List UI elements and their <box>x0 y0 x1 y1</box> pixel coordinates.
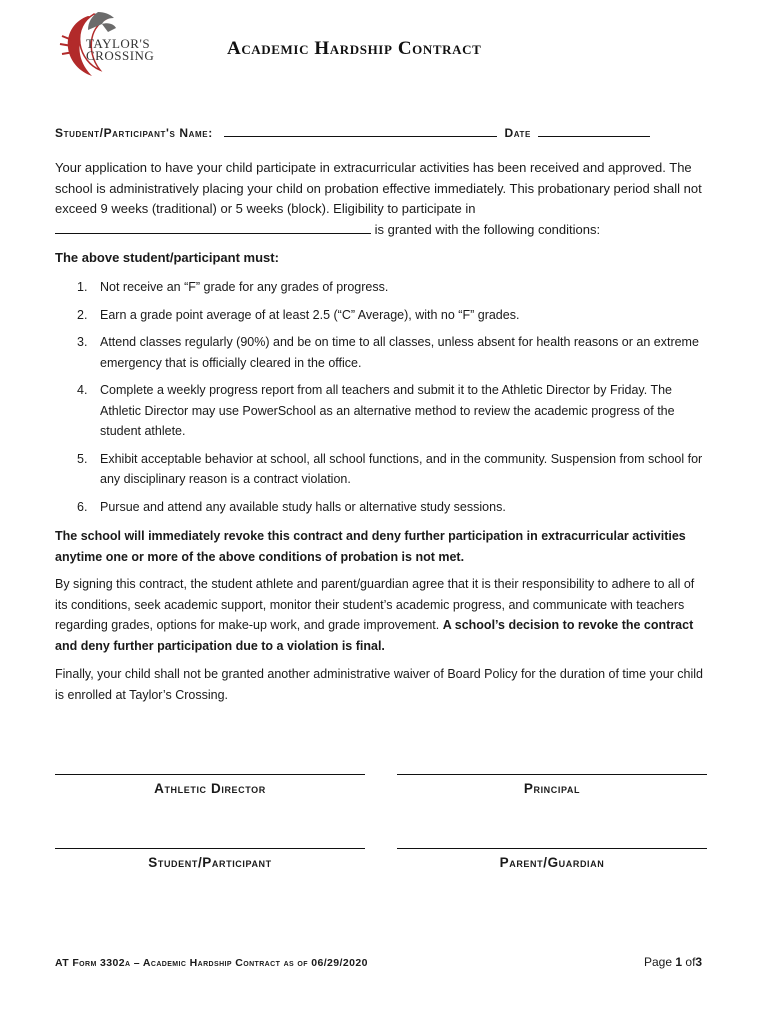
logo-line-2: CROSSING <box>86 48 155 63</box>
eligibility-activity-field[interactable] <box>55 221 371 234</box>
student-signature[interactable] <box>55 848 365 870</box>
list-item-text: Pursue and attend any available study halls or alternative study sessions. <box>100 499 506 514</box>
parent-signature[interactable] <box>397 848 707 870</box>
list-item <box>55 277 705 298</box>
logo-wordmark <box>86 38 154 62</box>
list-item <box>55 332 705 373</box>
student-name-field[interactable] <box>224 124 497 137</box>
list-item-text: Not receive an “F” grade for any grades of progress. <box>100 280 389 294</box>
signing-text: By signing this contract, the student athlete and parent/guardian agree that it is their responsibility to adhere to all of its conditions, seek academic support, monitor their student’s academic progress, and communicate with teachers regarding grades, options for make-up work, and grade improvement. <box>55 577 695 632</box>
principal-signature[interactable] <box>397 774 707 796</box>
form-footer: AT Form 3302a – Academic Hardship Contract as of 06/29/2020 <box>55 957 368 969</box>
signature-line <box>55 774 365 775</box>
signing-bold-text: A school’s decision to revoke the contract and deny further participation due to a violation is final. <box>55 618 694 653</box>
list-item-number: 2. <box>77 307 88 322</box>
list-item-number: 1. <box>77 280 88 294</box>
name-date-row <box>55 124 650 140</box>
list-item-number: 5. <box>77 451 88 466</box>
page-current: 1 <box>675 955 683 969</box>
signature-line <box>397 848 707 849</box>
logo-line-1: TAYLOR'S <box>86 36 151 51</box>
signature-line <box>55 848 365 849</box>
finally-paragraph: Finally, your child shall not be granted another administrative waiver of Board Policy for the duration of time your child is enrolled at Taylor’s Crossing. <box>55 667 704 702</box>
conditions-heading: The above student/participant must: <box>55 250 279 265</box>
list-item-text: Earn a grade point average of at least 2.5 (“C” Average), with no “F” grades. <box>100 307 520 322</box>
signature-label: Student/Participant <box>148 855 272 870</box>
revoke-paragraph: The school will immediately revoke this contract and deny further participation in extracurricular activities anytime one or more of the above conditions of probation is not met. <box>55 529 686 564</box>
list-item-number: 3. <box>77 335 88 349</box>
signature-line <box>397 774 707 775</box>
page-total: 3 <box>695 955 703 969</box>
list-item-text: Complete a weekly progress report from all teachers and submit it to the Athletic Director by Friday. The Athletic Director may use PowerSchool as an alternative method to review the academic progress of the student athlete. <box>100 383 675 438</box>
list-item-number: 6. <box>77 499 88 514</box>
page-number <box>644 955 702 969</box>
student-name-label: Student/Participant's Name: <box>55 126 213 140</box>
list-item-number: 4. <box>77 383 88 397</box>
date-label: Date <box>504 126 531 140</box>
intro-text-end: is granted with the following conditions: <box>374 221 601 237</box>
conditions-list <box>55 277 705 524</box>
intro-text: Your application to have your child participate in extracurricular activities has been received and approved. The school is administratively placing your child on probation effective immediately. This probationary period shall not exceed 9 weeks (traditional) or 5 weeks (block). Eligibility to participate in <box>55 160 702 216</box>
date-field[interactable] <box>538 124 650 137</box>
intro-paragraph <box>55 158 705 240</box>
list-item <box>55 305 705 326</box>
list-item <box>55 497 705 518</box>
signature-label: Athletic Director <box>154 781 266 796</box>
list-item-text: Attend classes regularly (90%) and be on time to all classes, unless absent for health reasons or an extreme emergency that is officially cleared in the office. <box>100 335 699 370</box>
list-item <box>55 449 705 490</box>
signing-paragraph <box>55 574 705 656</box>
signature-label: Parent/Guardian <box>499 855 605 870</box>
page-title: Academic Hardship Contract <box>227 38 482 59</box>
athletic-director-signature[interactable] <box>55 774 365 796</box>
list-item-text: Exhibit acceptable behavior at school, all school functions, and in the community. Suspension from school for any disciplinary reason is a contract violation. <box>100 451 703 486</box>
page-of: of <box>685 955 696 969</box>
page-prefix: Page <box>644 955 673 969</box>
signature-label: Principal <box>523 781 581 796</box>
list-item <box>55 380 705 442</box>
